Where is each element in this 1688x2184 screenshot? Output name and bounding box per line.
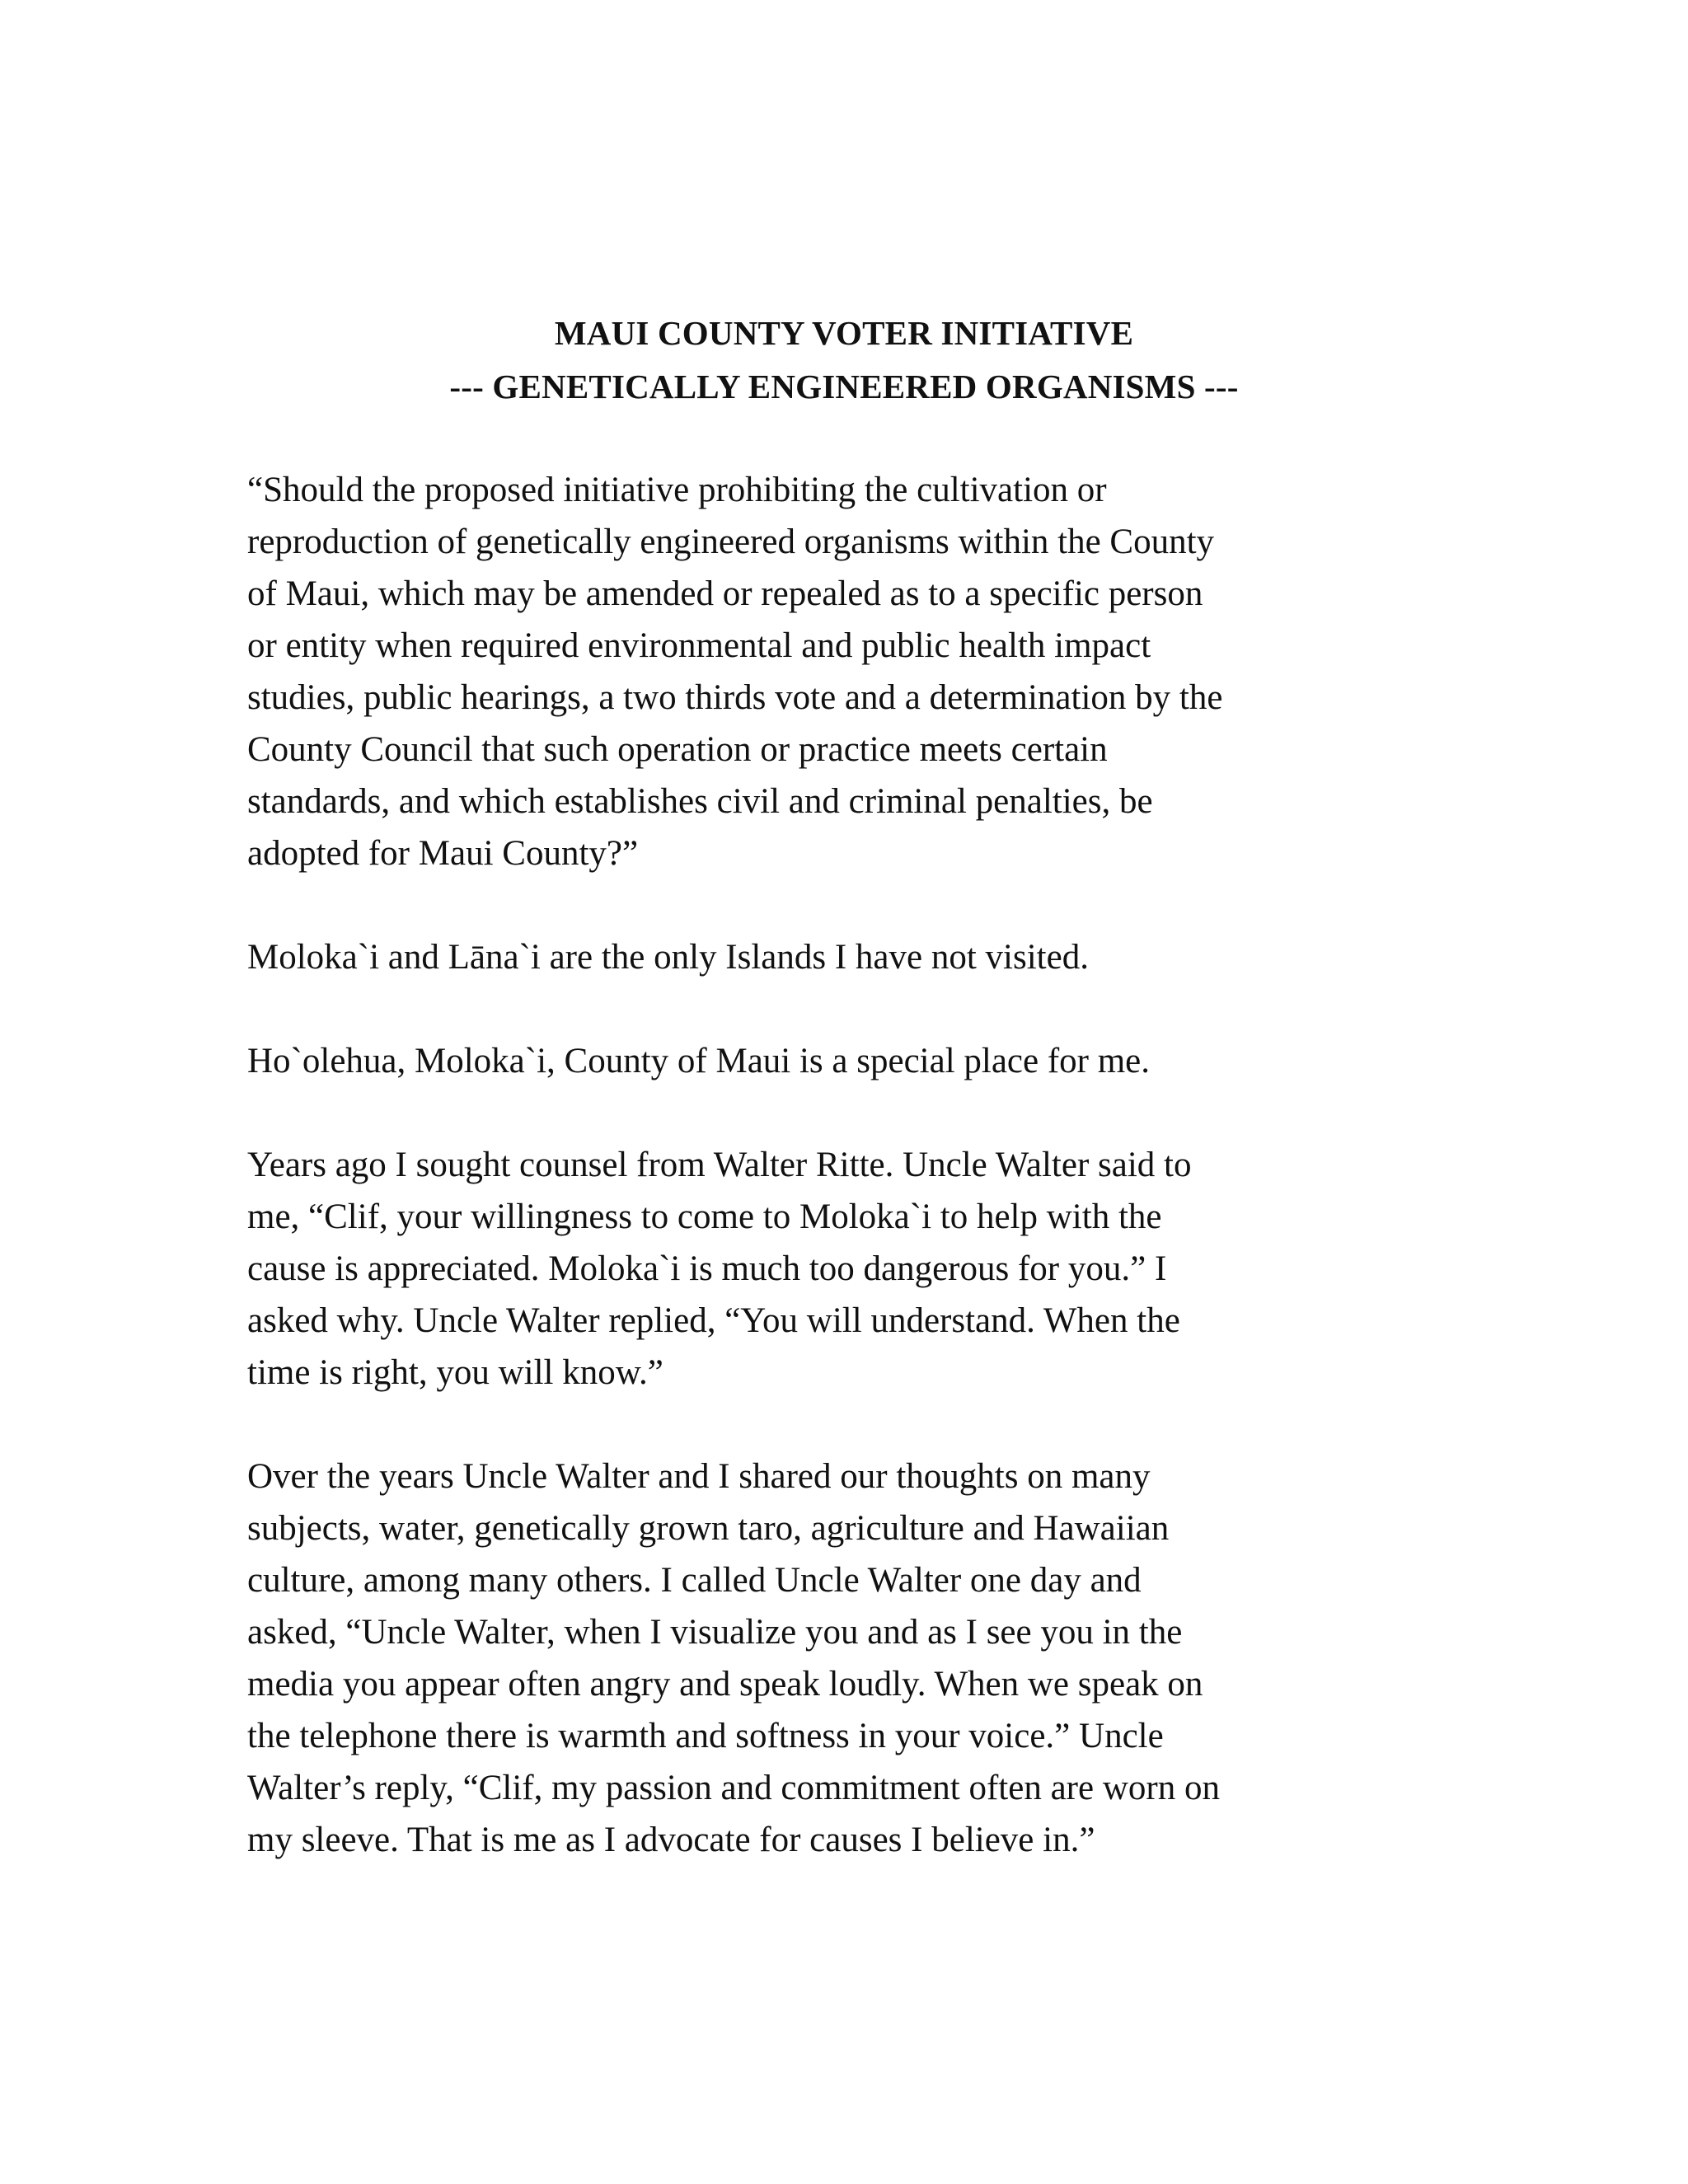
text-line: Years ago I sought counsel from Walter Ritte. Uncle Walter said to	[247, 1146, 1192, 1184]
text-line: asked why. Uncle Walter replied, “You will understand. When the	[247, 1301, 1180, 1340]
text-line: media you appear often angry and speak loudly. When we speak on	[247, 1665, 1203, 1704]
text-line: reproduction of genetically engineered organisms within the County	[247, 523, 1215, 561]
text-line: “Should the proposed initiative prohibiting the cultivation or	[247, 471, 1107, 509]
thoughts-paragraph	[247, 1451, 1459, 1866]
text-line: County Council that such operation or practice meets certain	[247, 730, 1108, 769]
text-line: my sleeve. That is me as I advocate for causes I believe in.”	[247, 1821, 1095, 1859]
text-line: studies, public hearings, a two thirds vote and a determination by the	[247, 678, 1223, 717]
text-line: Over the years Uncle Walter and I shared our thoughts on many	[247, 1457, 1151, 1496]
ballot-question-paragraph	[247, 464, 1459, 879]
text-line: culture, among many others. I called Uncle Walter one day and	[247, 1561, 1142, 1600]
title-line: MAUI COUNTY VOTER INITIATIVE	[554, 314, 1134, 352]
text-line: Moloka`i and Lāna`i are the only Islands I have not visited.	[247, 938, 1089, 977]
text-line: me, “Clif, your willingness to come to Moloka`i to help with the	[247, 1197, 1162, 1236]
document-body	[247, 464, 1459, 1866]
islands-paragraph	[247, 931, 1459, 983]
text-line: subjects, water, genetically grown taro, agriculture and Hawaiian	[247, 1509, 1170, 1548]
text-line: the telephone there is warmth and softness in your voice.” Uncle	[247, 1717, 1164, 1755]
text-line: adopted for Maui County?”	[247, 834, 639, 873]
counsel-paragraph	[247, 1139, 1459, 1399]
text-line: time is right, you will know.”	[247, 1353, 663, 1392]
text-line: Ho`olehua, Moloka`i, County of Maui is a special place for me.	[247, 1042, 1151, 1080]
text-line: Walter’s reply, “Clif, my passion and commitment often are worn on	[247, 1769, 1220, 1807]
text-line: cause is appreciated. Moloka`i is much too dangerous for you.” I	[247, 1249, 1167, 1288]
text-line: asked, “Uncle Walter, when I visualize you and as I see you in the	[247, 1613, 1183, 1652]
subtitle-line: --- GENETICALLY ENGINEERED ORGANISMS ---	[449, 368, 1239, 405]
text-line: or entity when required environmental and public health impact	[247, 626, 1151, 665]
document-title	[0, 307, 1688, 414]
hoolehua-paragraph	[247, 1035, 1459, 1087]
text-line: of Maui, which may be amended or repealed as to a specific person	[247, 574, 1203, 613]
text-line: standards, and which establishes civil and criminal penalties, be	[247, 782, 1153, 821]
